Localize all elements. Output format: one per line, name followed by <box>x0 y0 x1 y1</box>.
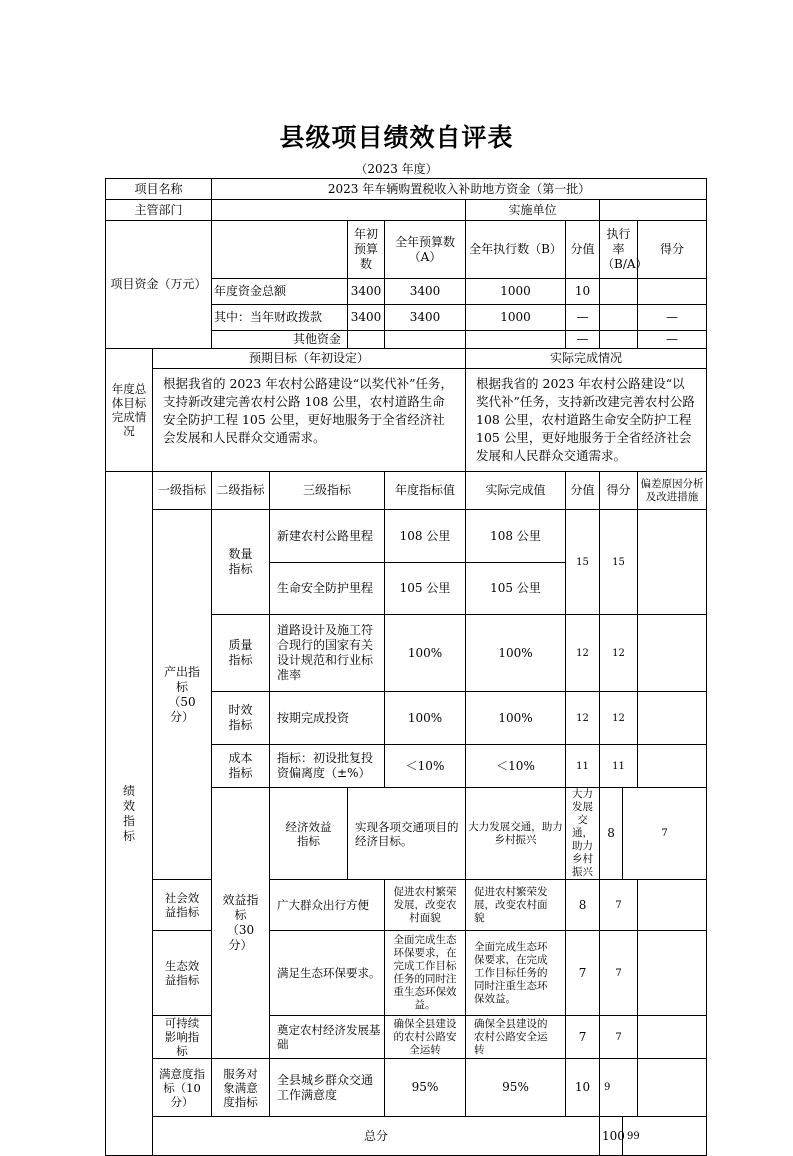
indicator-target: 大力发展交通，助力乡村振兴 <box>466 788 566 880</box>
h-lvl1: 一级指标 <box>153 472 212 510</box>
indicator-deviation <box>638 880 707 931</box>
total-score: 99 <box>623 1117 707 1156</box>
funds-exec: 1000 <box>466 279 566 305</box>
indicator-score: 7 <box>600 931 638 1016</box>
indicator-actual: 促进农村繁荣发展，改变农村面貌 <box>466 880 566 931</box>
h-lvl3: 三级指标 <box>270 472 385 510</box>
quality-label: 质量指标 <box>212 615 270 692</box>
indicator-actual: 大力发展交通，助力乡村振兴 <box>566 788 600 880</box>
funds-full <box>385 331 466 349</box>
expected-header: 预期目标（年初设定） <box>153 349 466 369</box>
funds-score: — <box>638 305 707 331</box>
indicator-name: 新建农村公路里程 <box>270 510 385 563</box>
indicator-score: 15 <box>600 510 638 615</box>
goal-section-label: 年度总体目标完成情况 <box>106 349 153 472</box>
h-exec-rate: 执行率（B/A） <box>600 221 638 279</box>
indicator-score-val: 11 <box>566 745 600 788</box>
funds-score: — <box>638 331 707 349</box>
funds-score-val: — <box>566 305 600 331</box>
indicator-target: 108 公里 <box>385 510 466 563</box>
indicator-score: 7 <box>600 880 638 931</box>
indicator-actual: 全面完成生态环保要求，在完成工作目标任务的同时注重生态环保效益。 <box>466 931 566 1016</box>
funds-score <box>638 279 707 305</box>
sustainable-label: 可持续影响指标 <box>153 1016 212 1059</box>
funds-init <box>348 331 385 349</box>
funds-score-val: — <box>566 331 600 349</box>
h-year-val: 年度指标值 <box>385 472 466 510</box>
funds-row-label: 年度资金总额 <box>212 279 348 305</box>
indicator-actual: ＜10% <box>466 745 566 788</box>
indicator-target: 确保全县建设的农村公路安全运转 <box>385 1016 466 1059</box>
ecological-label: 生态效益指标 <box>153 931 212 1016</box>
indicator-target: 105 公里 <box>385 563 466 615</box>
funds-init: 3400 <box>348 279 385 305</box>
indicator-name: 全县城乡群众交通工作满意度 <box>270 1059 385 1117</box>
indicator-deviation <box>638 510 707 615</box>
evaluation-table <box>105 178 707 1156</box>
dept-label: 主管部门 <box>106 200 212 221</box>
indicator-deviation <box>638 1059 707 1117</box>
indicator-score: 7 <box>600 1016 638 1059</box>
output-label: 产出指标（50 分） <box>153 510 212 880</box>
indicator-name: 实现各项交通项目的经济目标。 <box>348 788 466 880</box>
funds-exec: 1000 <box>466 305 566 331</box>
h-lvl2: 二级指标 <box>212 472 270 510</box>
indicator-score: 11 <box>600 745 638 788</box>
benefit-label: 效益指标（30 分） <box>212 788 270 1059</box>
indicator-deviation <box>638 1016 707 1059</box>
indicator-name: 生命安全防护里程 <box>270 563 385 615</box>
doc-year: （2023 年度） <box>355 162 438 176</box>
indicator-actual: 105 公里 <box>466 563 566 615</box>
total-score-val: 100 <box>600 1117 623 1156</box>
indicator-score: 12 <box>600 615 638 692</box>
perf-section-label: 绩效指标 <box>106 472 153 1156</box>
indicator-score: 12 <box>600 692 638 745</box>
indicator-name: 按期完成投资 <box>270 692 385 745</box>
indicator-score: 9 <box>600 1059 638 1117</box>
indicator-target: ＜10% <box>385 745 466 788</box>
indicator-deviation <box>638 692 707 745</box>
indicator-deviation <box>638 931 707 1016</box>
h-full-budget: 全年预算数（A） <box>385 221 466 279</box>
project-name-label: 项目名称 <box>106 179 212 200</box>
indicator-name: 道路设计及施工符合现行的国家有关设计规范和行业标准率 <box>270 615 385 692</box>
indicator-name: 广大群众出行方便 <box>270 880 385 931</box>
indicator-target: 100% <box>385 692 466 745</box>
indicator-deviation <box>638 615 707 692</box>
indicator-score-val: 7 <box>566 931 600 1016</box>
h-init-budget: 年初预算数 <box>348 221 385 279</box>
h-score: 得分 <box>600 472 638 510</box>
indicator-target: 95% <box>385 1059 466 1117</box>
indicator-actual: 100% <box>466 615 566 692</box>
timeliness-label: 时效指标 <box>212 692 270 745</box>
funds-full: 3400 <box>385 305 466 331</box>
expected-text: 根据我省的 2023 年农村公路建设“以奖代补”任务，支持新改建完善农村公路 108 公里，农村道路生命安全防护工程 105 公里，更好地服务于全省经济社会发展和人民群众交通需求。 <box>153 369 466 472</box>
indicator-score-val: 12 <box>566 615 600 692</box>
impl-unit-value <box>600 200 707 221</box>
funds-rate <box>600 305 638 331</box>
funds-init: 3400 <box>348 305 385 331</box>
indicator-actual: 108 公里 <box>466 510 566 563</box>
indicator-actual: 100% <box>466 692 566 745</box>
satisfaction-sub-label: 服务对象满意度指标 <box>212 1059 270 1117</box>
indicator-name: 奠定农村经济发展基础 <box>270 1016 385 1059</box>
indicator-target: 促进农村繁荣发展，改变农村面貌 <box>385 880 466 931</box>
funds-label: 项目资金（万元） <box>106 221 212 349</box>
quantity-label: 数量指标 <box>212 510 270 615</box>
indicator-name: 满足生态环保要求。 <box>270 931 385 1016</box>
indicator-target: 100% <box>385 615 466 692</box>
funds-rate <box>600 331 638 349</box>
funds-exec <box>466 331 566 349</box>
cost-label: 成本指标 <box>212 745 270 788</box>
funds-rate <box>600 279 638 305</box>
actual-header: 实际完成情况 <box>466 349 707 369</box>
h-score-val: 分值 <box>566 472 600 510</box>
indicator-score-val: 7 <box>566 1016 600 1059</box>
indicator-actual: 确保全县建设的农村公路安全运转 <box>466 1016 566 1059</box>
h-exec: 全年执行数（B） <box>466 221 566 279</box>
doc-title: 县级项目绩效自评表 <box>279 123 514 152</box>
indicator-score: 7 <box>623 788 707 880</box>
impl-unit-label: 实施单位 <box>466 200 600 221</box>
economic-label: 经济效益指标 <box>270 788 348 880</box>
project-name-value: 2023 年车辆购置税收入补助地方资金（第一批） <box>212 179 707 200</box>
indicator-target: 全面完成生态环保要求，在完成工作目标任务的同时注重生态环保效益。 <box>385 931 466 1016</box>
funds-row-label: 其中：当年财政拨款 <box>212 305 348 331</box>
indicator-score-val: 8 <box>600 788 623 880</box>
indicator-score-val: 15 <box>566 510 600 615</box>
actual-text: 根据我省的 2023 年农村公路建设“以奖代补”任务，支持新改建完善农村公路 108 公里，农村道路生命安全防护工程 105 公里，更好地服务于全省经济社会发展和人民群众交通需求。 <box>466 369 707 472</box>
h-score: 得分 <box>638 221 707 279</box>
indicator-score-val: 12 <box>566 692 600 745</box>
h-deviation: 偏差原因分析及改进措施 <box>638 472 707 510</box>
indicator-actual: 95% <box>466 1059 566 1117</box>
funds-header-blank <box>212 221 348 279</box>
funds-score-val: 10 <box>566 279 600 305</box>
indicator-score-val: 10 <box>566 1059 600 1117</box>
indicator-deviation <box>638 745 707 788</box>
indicator-name: 指标：初设批复投资偏离度（±%） <box>270 745 385 788</box>
dept-value <box>212 200 466 221</box>
indicator-score-val: 8 <box>566 880 600 931</box>
social-label: 社会效益指标 <box>153 880 212 931</box>
satisfaction-label: 满意度指标（10 分） <box>153 1059 212 1117</box>
h-score-val: 分值 <box>566 221 600 279</box>
total-label: 总分 <box>153 1117 600 1156</box>
funds-row-label: 其他资金 <box>212 331 348 349</box>
h-actual-val: 实际完成值 <box>466 472 566 510</box>
funds-full: 3400 <box>385 279 466 305</box>
